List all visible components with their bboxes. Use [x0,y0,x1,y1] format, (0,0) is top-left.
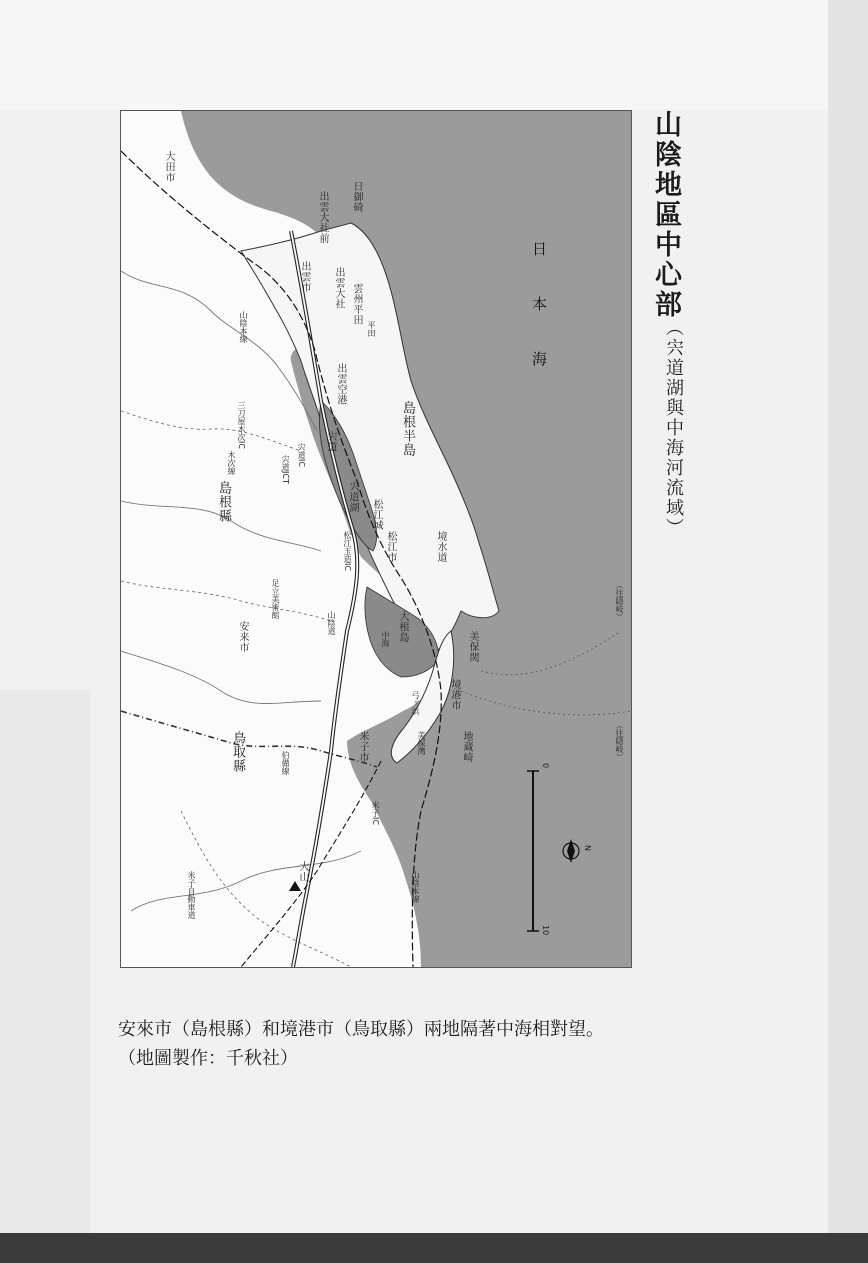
daisen-peak-marker [289,881,301,891]
place-oki-route-1: （往隠岐） [615,581,624,621]
scan-bottom-edge [0,1233,868,1263]
place-shimane-peninsula: 島根半島 [400,401,415,457]
place-sanin-line-east: 山陰本線 [411,871,420,903]
place-hirata: 平田 [367,321,376,337]
place-matsue-city: 松江市 [385,531,396,563]
place-lake-shinji: 宍道湖 [347,481,358,513]
place-shinji-ic: 宍道IC [297,443,306,467]
caption-credit: （地圖製作：千秋社） [118,1048,298,1069]
place-sanin-expressway: 山陰道 [327,611,336,635]
place-mihonoseki: 美保関 [467,631,478,663]
place-yumigahama: 弓ヶ浜 [411,691,420,715]
place-kisuki-line: 木次線 [227,451,236,475]
sea-label: 日本海 [530,241,548,406]
place-ohda: 大田市 [163,151,174,183]
place-izumo-airport: 出雲空港 [335,363,346,405]
map-drawing [121,111,631,967]
river-3 [121,651,321,704]
place-matsue-tamatsukuri: 松江玉造IC [343,531,352,571]
page-top-margin [0,0,868,110]
place-shinji: 宍道 [325,431,336,452]
place-yonago-expressway: 米子自動車道 [187,871,196,919]
place-tottori-pref: 鳥取縣 [230,731,245,773]
place-yonago-ic: 米子IC [371,801,380,825]
place-sakaiminato: 境港市 [449,679,460,711]
place-sanin-line-label: 山陰本線 [239,311,248,343]
municipal-border-1 [121,581,331,621]
river-4 [131,851,361,911]
scale-start-label: 0 [541,763,550,769]
scale-end-label: 10 [541,925,550,936]
place-mitoya: 三刀屋木次IC [237,401,246,449]
place-hinomisaki: 日御碕 [351,181,362,213]
place-unshu-hirata: 雲州平田 [351,283,362,325]
place-izumo-taisha-station: 出雲大社 [333,267,344,309]
figure-caption [118,1015,678,1073]
place-hakubi-line: 伯備線 [281,751,290,775]
place-matsue-castle: 松江城 [371,499,382,531]
place-oki-route-2: （往隠岐） [615,721,624,761]
place-izumo-taisha: 出雲大社前 [317,191,328,244]
north-label: N [583,845,592,851]
place-yonago-city: 米子市 [357,731,368,763]
prefecture-border [121,711,377,767]
place-shimane-pref: 島根縣 [216,481,231,523]
place-adachi-museum: 足立美術館 [271,579,280,619]
map-figure [120,110,632,968]
page-left-shading [0,690,90,1250]
place-nakaumi: 中海 [381,631,390,647]
place-yasugi-city: 安来市 [237,621,248,653]
municipal-border-3 [181,811,351,967]
place-shinji-jct: 宍道JCT [281,455,290,484]
place-jizozaki: 地蔵崎 [461,731,472,763]
caption-line-1: 安來市（島根縣）和境港市（鳥取縣）兩地隔著中海相對望。 [118,1019,604,1040]
page-subtitle: （宍道湖與中海河流域） [663,318,684,538]
place-daisen: 大山 [297,861,308,882]
place-daikonjima: 大根島 [397,611,408,643]
place-miho-bay: 美保灣 [417,731,426,755]
page-title: 山陰地區中心部 [650,110,681,320]
page-gutter-shadow [828,0,868,1263]
municipal-border-2 [121,411,301,451]
place-sakai-suido: 境水道 [435,531,446,563]
place-izumo-city: 出雲市 [299,261,310,293]
